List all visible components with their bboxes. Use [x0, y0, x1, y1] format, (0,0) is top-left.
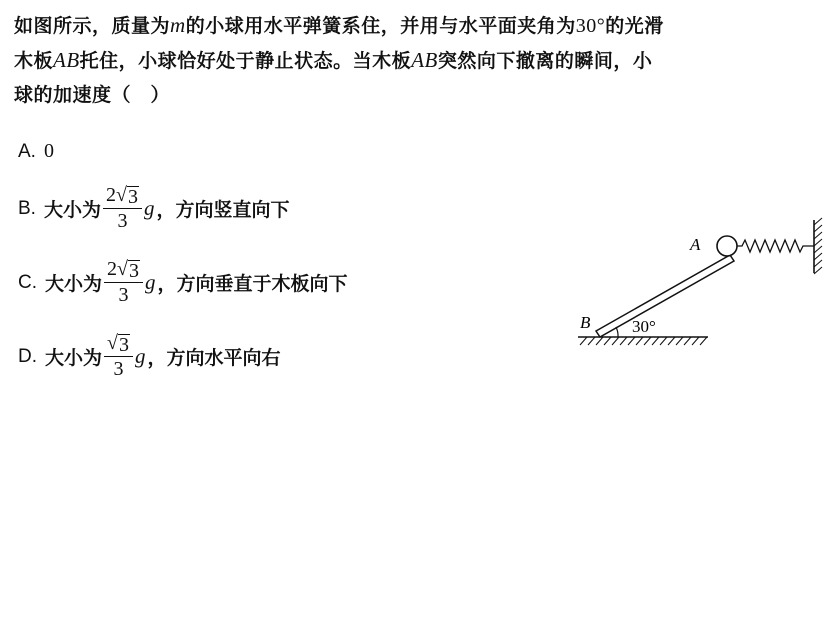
fraction — [104, 258, 143, 307]
stem-text: 突然向下撤离的瞬间，小 — [437, 50, 653, 72]
fraction-numerator — [103, 184, 142, 209]
ball — [717, 236, 737, 256]
option-suffix: ，方向垂直于木板向下 — [157, 273, 348, 295]
fraction-numerator — [104, 332, 133, 357]
label-b: B — [580, 313, 591, 332]
sqrt: √ 3 — [107, 332, 129, 356]
stem-text: 的小球用水平弹簧系住，并用与水平面夹角为 — [185, 15, 576, 37]
fraction-denominator: 3 — [117, 210, 128, 232]
stem-text: 托住，小球恰好处于静止状态。当木板 — [79, 50, 412, 72]
label-angle: 30° — [632, 317, 656, 336]
coefficient: 2 — [107, 258, 118, 280]
option-prefix: 大小为 — [43, 199, 101, 221]
angle-value: 30° — [575, 15, 606, 37]
option-letter: A. — [18, 140, 36, 162]
ground-hatch — [580, 337, 707, 345]
option-a[interactable] — [18, 140, 54, 163]
board-variable: AB — [53, 48, 80, 72]
stem-text: 球的加速度（ ） — [14, 84, 171, 106]
board-variable: AB — [411, 48, 438, 72]
option-letter: C. — [18, 271, 37, 293]
fraction — [104, 332, 133, 381]
option-suffix: ，方向水平向右 — [147, 347, 281, 369]
fraction-denominator: 3 — [113, 358, 124, 380]
option-d[interactable] — [18, 332, 281, 381]
sqrt: √ 3 — [117, 258, 139, 282]
option-value: 0 — [43, 140, 54, 162]
option-letter: D. — [18, 345, 37, 367]
radicand: 3 — [129, 260, 139, 282]
question-stem — [14, 8, 824, 112]
wall-hatch — [814, 218, 822, 274]
gravity-variable: g — [135, 344, 146, 368]
spring — [737, 240, 814, 252]
stem-text: 的光滑 — [605, 15, 664, 37]
fraction-denominator: 3 — [118, 284, 129, 306]
gravity-variable: g — [145, 270, 156, 294]
option-prefix: 大小为 — [45, 273, 103, 295]
stem-text: 木板 — [14, 50, 54, 72]
option-c[interactable] — [18, 258, 348, 307]
fraction-numerator — [104, 258, 143, 283]
fraction — [103, 184, 142, 233]
radicand: 3 — [119, 334, 129, 356]
sqrt: √ 3 — [115, 184, 138, 208]
angle-arc — [616, 327, 618, 337]
radicand: 3 — [127, 186, 138, 208]
board-ab — [596, 255, 734, 337]
coefficient: 2 — [105, 184, 116, 206]
incline-spring-figure — [570, 215, 830, 355]
option-prefix: 大小为 — [45, 347, 103, 369]
stem-text: 如图所示，质量为 — [14, 15, 171, 37]
gravity-variable: g — [143, 196, 155, 220]
option-letter: B. — [18, 197, 36, 219]
mass-variable: m — [170, 13, 186, 37]
option-suffix: ，方向竖直向下 — [156, 199, 290, 221]
label-a: A — [690, 235, 701, 254]
option-b[interactable] — [18, 184, 289, 233]
